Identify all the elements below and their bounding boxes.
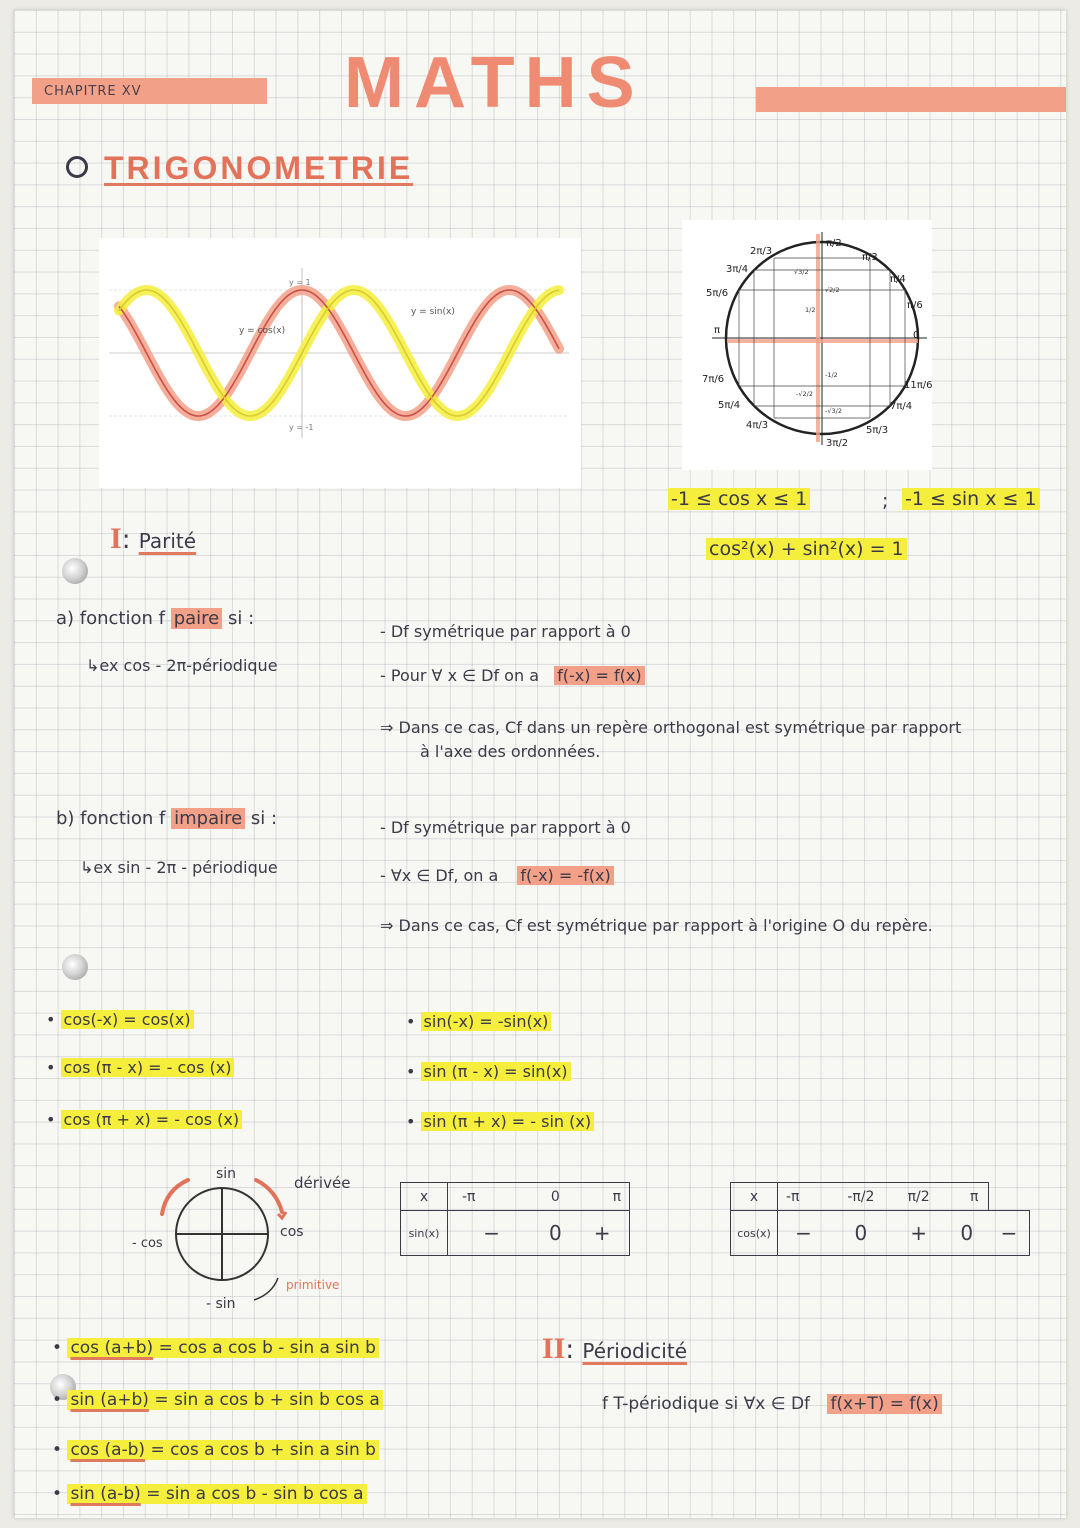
- odd-function-label: b) fonction f impaire si :: [56, 808, 278, 829]
- angle-label: π/6: [907, 300, 923, 311]
- cycle-right-label: cos: [280, 1224, 304, 1240]
- primitive-label: primitive: [286, 1278, 340, 1292]
- table-cell: 0: [535, 1211, 575, 1256]
- angle-label: π: [714, 325, 721, 336]
- y-top-label: y = 1: [289, 278, 311, 287]
- addition-formula: • sin (a+b) = sin a cos b + sin b cos a: [52, 1390, 383, 1410]
- angle-label: 0: [913, 330, 920, 341]
- bounds-separator: ;: [882, 490, 889, 512]
- angle-label: 11π/6: [904, 380, 932, 391]
- table-cell: cos(x): [731, 1211, 778, 1256]
- binder-hole: [62, 558, 88, 584]
- table-cell: -π: [778, 1183, 830, 1211]
- y-bottom-label: y = -1: [289, 423, 314, 432]
- derivative-cycle-diagram: [114, 1150, 394, 1310]
- table-cell: x: [731, 1183, 778, 1211]
- table-cell: -π/2: [829, 1183, 893, 1211]
- pythagorean-identity: cos²(x) + sin²(x) = 1: [706, 538, 907, 560]
- angle-label: 5π/6: [706, 288, 729, 299]
- table-cell: x: [401, 1183, 448, 1211]
- cos-sign-table: [730, 1182, 1030, 1256]
- value-label: -√2/2: [796, 390, 813, 398]
- derivative-label: dérivée: [294, 1174, 351, 1192]
- value-label: -1/2: [825, 371, 838, 379]
- angle-label: 5π/3: [866, 425, 889, 436]
- angle-label: 3π/2: [826, 438, 849, 449]
- section-2-header: II: Périodicité: [542, 1332, 688, 1365]
- angle-label: 7π/4: [890, 401, 913, 412]
- odd-condition-2: - ∀x ∈ Df, on a f(-x) = -f(x): [380, 866, 614, 885]
- subject-title: MATHS: [344, 43, 645, 123]
- even-conclusion-line-1: ⇒ Dans ce cas, Cf dans un repère orthogonal est symétrique par rapport: [380, 718, 962, 737]
- cycle-left-label: - cos: [132, 1236, 163, 1251]
- angle-label: π/4: [890, 274, 906, 285]
- sin-identity: • sin (π - x) = sin(x): [406, 1062, 571, 1081]
- even-condition-1: - Df symétrique par rapport à 0: [380, 622, 631, 641]
- sin-identity: • sin(-x) = -sin(x): [406, 1012, 551, 1031]
- section-1-header: I: Parité: [110, 522, 197, 555]
- cycle-bottom-label: - sin: [206, 1296, 236, 1312]
- section-title: TRIGONOMETRIE: [66, 150, 413, 187]
- sin-curve-label: y = sin(x): [411, 307, 455, 317]
- value-label: √3/2: [794, 268, 809, 276]
- cos-identity: • cos(-x) = cos(x): [46, 1010, 194, 1029]
- chapter-label: CHAPITRE XV: [32, 78, 267, 104]
- odd-condition-1: - Df symétrique par rapport à 0: [380, 818, 631, 837]
- angle-label: π/3: [862, 252, 878, 263]
- table-cell: 0: [829, 1211, 893, 1256]
- table-cell: 0: [945, 1211, 989, 1256]
- even-condition-2: - Pour ∀ x ∈ Df on a f(-x) = f(x): [380, 666, 645, 685]
- notebook-page: [14, 10, 1066, 1518]
- bullet-circle-icon: [66, 156, 88, 178]
- table-cell: +: [575, 1211, 629, 1256]
- table-cell: π: [945, 1183, 989, 1211]
- angle-label: 4π/3: [746, 420, 769, 431]
- even-function-label: a) fonction f paire si :: [56, 608, 255, 629]
- sin-bound: -1 ≤ sin x ≤ 1: [902, 488, 1040, 510]
- cos-bound: -1 ≤ cos x ≤ 1: [668, 488, 810, 510]
- even-conclusion-line-2: à l'axe des ordonnées.: [420, 742, 601, 761]
- even-example: ↳ex cos - 2π-périodique: [86, 656, 278, 675]
- addition-formula: • cos (a+b) = cos a cos b - sin a sin b: [52, 1338, 379, 1358]
- angle-label: 5π/4: [718, 400, 741, 411]
- trig-graph: [99, 238, 581, 488]
- addition-formula: • sin (a-b) = sin a cos b - sin b cos a: [52, 1484, 367, 1504]
- angle-label: 7π/6: [702, 374, 725, 385]
- unit-circle: [682, 220, 932, 470]
- value-label: -√3/2: [825, 407, 842, 415]
- table-cell: −: [989, 1211, 1030, 1256]
- table-cell: −: [448, 1211, 536, 1256]
- table-cell: +: [893, 1211, 945, 1256]
- cos-curve-label: y = cos(x): [239, 326, 286, 336]
- table-cell: −: [778, 1211, 830, 1256]
- angle-label: π/2: [826, 238, 842, 249]
- table-cell: π/2: [893, 1183, 945, 1211]
- table-cell: sin(x): [401, 1211, 448, 1256]
- value-label: 1/2: [805, 306, 816, 314]
- table-cell: π: [575, 1183, 629, 1211]
- cos-identity: • cos (π + x) = - cos (x): [46, 1110, 242, 1129]
- odd-conclusion: ⇒ Dans ce cas, Cf est symétrique par rapport à l'origine O du repère.: [380, 916, 933, 935]
- trig-graph-svg: [99, 238, 581, 488]
- table-cell: 0: [535, 1183, 575, 1211]
- odd-example: ↳ex sin - 2π - périodique: [80, 858, 278, 877]
- unit-circle-svg: [682, 220, 932, 470]
- cycle-top-label: sin: [216, 1166, 237, 1182]
- binder-hole: [62, 954, 88, 980]
- angle-label: 3π/4: [726, 264, 749, 275]
- cos-identity: • cos (π - x) = - cos (x): [46, 1058, 234, 1077]
- header-highlight-bar: [756, 87, 1066, 112]
- table-cell: -π: [448, 1183, 536, 1211]
- periodicity-statement: f T-périodique si ∀x ∈ Df f(x+T) = f(x): [602, 1394, 942, 1414]
- sin-identity: • sin (π + x) = - sin (x): [406, 1112, 594, 1131]
- angle-label: 2π/3: [750, 246, 773, 257]
- value-label: √2/2: [825, 286, 840, 294]
- addition-formula: • cos (a-b) = cos a cos b + sin a sin b: [52, 1440, 379, 1460]
- sin-sign-table: [400, 1182, 630, 1256]
